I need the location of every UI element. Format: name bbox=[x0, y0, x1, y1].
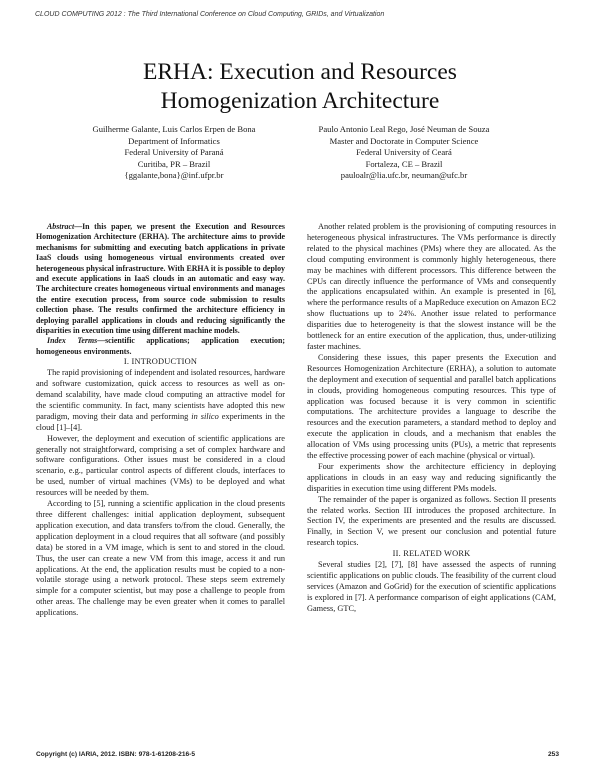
author-block-right bbox=[289, 124, 519, 182]
author-names: Paulo Antonio Leal Rego, José Neuman de Souza bbox=[318, 124, 490, 134]
index-terms-label: Index Terms bbox=[47, 336, 98, 346]
author-city: Curitiba, PR – Brazil bbox=[137, 158, 211, 169]
section-heading-introduction: I. INTRODUCTION bbox=[123, 357, 198, 367]
intro-paragraph-3: According to [5], running a scientific application in the cloud presents three different challenges: initial application deployment, subsequent application execution, and data transfers to/from the cloud. Generally, the application deployment in a cloud requires that all software (and possibly data) be stored in a VM image, which is sent to and stored in the cloud. Thus, the user can create a new VM from this image, access it and run applications. At the end, the application results must be copied to a non-volatile storage using a network protocol. These steps seem extremely simple for a computer scientist, but may pose a challenge to people from other areas. The challenge may be even greater when it comes to parallel applications. bbox=[36, 499, 285, 618]
author-city: Fortaleza, CE – Brazil bbox=[365, 158, 443, 169]
author-department: Master and Doctorate in Computer Science bbox=[329, 135, 479, 146]
left-column bbox=[36, 222, 285, 619]
author-email: pauloalr@lia.ufc.br, neuman@ufc.br bbox=[340, 170, 468, 180]
intro-paragraph-7: The remainder of the paper is organized as follows. Section II presents the related works. Section III introduces the proposed architecture. In Section IV, the experiments are presented and the results are discussed. Finally, in Section V, we present our conclusion and potential future research topics. bbox=[307, 494, 556, 548]
footer-copyright: Copyright (c) IARIA, 2012. ISBN: 978-1-61208-216-5 bbox=[36, 751, 196, 758]
title-line-2: Homogenization Architecture bbox=[160, 88, 440, 114]
author-department: Department of Informatics bbox=[128, 135, 220, 146]
index-terms-text: —scientific applications; application execution; homogeneous environments. bbox=[36, 336, 286, 356]
title-line-1: ERHA: Execution and Resources bbox=[143, 59, 457, 85]
author-university: Federal University of Paraná bbox=[124, 147, 224, 157]
page-number: 253 bbox=[548, 751, 560, 758]
author-block-left bbox=[59, 124, 289, 182]
italic-span: in silico bbox=[191, 411, 219, 421]
text-span: The rapid provisioning of independent and isolated resources, hardware and software customization, quick access to resources as well as on-demand scalability, have made cloud computing an attractive model for the scientific community. In fact, many scientists have adopted this new paradigm, moving their data and performing bbox=[36, 368, 285, 421]
intro-paragraph-5: Considering these issues, this paper presents the Execution and Resources Homogenization Architecture (ERHA), a solution to automate the deployment and execution of sequential and parallel batch applications in clouds, providing homogeneous computing resources. This type of application was focused because it is very common in scientific computations. The architecture provides a language to describe the resources and the execution parameters, a standard method to deploy and execute the application in clouds, and a mechanism that enables the allocation of VMs using processing units (PUs), a metric that represents the effective processing power of each machine (physical or virtual). bbox=[307, 352, 556, 461]
index-terms bbox=[36, 336, 285, 357]
abstract-text: —In this paper, we present the Execution and Resources Homogenization Architecture (ERHA). The architecture aims to provide mechanisms for submitting and executing batch applications in private IaaS clouds using homogeneous virtual environments created over heterogeneous physical infrastructure. With ERHA it is possible to deploy and execute applications in IaaS clouds in an automatic and easy way. The architecture creates homogeneous virtual environments and manages the entire execution process, from source code submission to results collection phase. The results confirmed the architecture efficiency in deploying parallel applications in clouds and reducing significantly the disparities in execution time using different machine models. bbox=[36, 222, 285, 336]
intro-paragraph-1 bbox=[36, 368, 285, 433]
related-paragraph-1: Several studies [2], [7], [8] have assessed the aspects of running scientific applications on public clouds. The feasibility of the current cloud services (Amazon and GoGrid) for the execution of scientific applications is explored in [7]. A performance comparison of eight applications (CAM, Gamess, GTC, bbox=[307, 560, 556, 613]
right-column bbox=[307, 222, 556, 615]
intro-paragraph-6: Four experiments show the architecture efficiency in deploying applications in clouds in an easy way and reducing significantly the disparities in execution time using different PMs models. bbox=[307, 461, 556, 493]
author-university: Federal University of Ceará bbox=[356, 147, 452, 157]
text-span: experiments in the cloud [1]–[4]. bbox=[36, 411, 285, 432]
conference-header: CLOUD COMPUTING 2012 : The Third International Conference on Cloud Computing, GRIDs, and Virtualization bbox=[35, 11, 385, 18]
abstract bbox=[36, 222, 285, 336]
intro-paragraph-4: Another related problem is the provisioning of computing resources in heterogeneous physical infrastructures. The VMs performance is directly related to the physical machines (PMs) where they are allocated. As the cloud computing environment is commonly highly heterogeneous, there may be machines with different processors. This difference between the CPUs can directly influence the performance of VMs and consequently the applications encapsulated within. An example is presented in [6], where the performance results of a MapReduce execution on Amazon EC2 show fluctuations up to 24%. Another issue related to performance disparities due to heterogeneity is that the slowest instance will be the bottleneck for an entire execution of the application, thus, under-utilizing faster machines. bbox=[307, 222, 556, 351]
section-heading-related-work: II. RELATED WORK bbox=[392, 549, 471, 559]
author-names: Guilherme Galante, Luis Carlos Erpen de Bona bbox=[92, 124, 256, 134]
intro-paragraph-2: However, the deployment and execution of scientific applications are generally not straightforward, comprising a set of complex hardware and software configurations. Other issues must be considered in a cloud scenario, e.g., particular control aspects of different clouds, interfaces to be used, number of virtual machines (VMs) to be deployed and what resources will be needed by them. bbox=[36, 433, 285, 498]
author-email: {ggalante,bona}@inf.ufpr.br bbox=[124, 170, 224, 180]
abstract-label: Abstract bbox=[47, 222, 75, 231]
paper-title bbox=[0, 58, 600, 116]
